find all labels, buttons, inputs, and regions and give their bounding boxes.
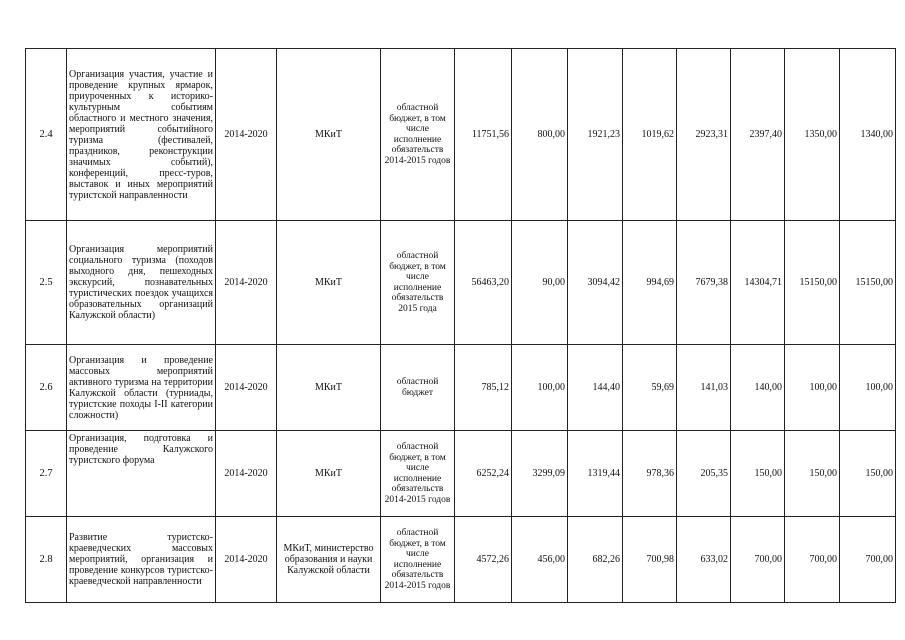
value-total: 785,12 bbox=[455, 345, 512, 431]
executor: МКиТ, министерство образования и науки Калужской области bbox=[277, 517, 381, 603]
row-number: 2.7 bbox=[26, 431, 67, 517]
budget-table bbox=[25, 48, 896, 603]
row-number: 2.5 bbox=[26, 221, 67, 345]
value-2019: 100,00 bbox=[785, 345, 840, 431]
activity-name: Организация, подготовка и проведение Калужского туристского форума bbox=[67, 431, 216, 517]
value-2020: 1340,00 bbox=[840, 49, 896, 221]
value-2020: 150,00 bbox=[840, 431, 896, 517]
table-row bbox=[26, 517, 896, 603]
funding-source: областной бюджет, в том числе исполнение обязательств 2014-2015 годов bbox=[381, 431, 455, 517]
value-2014: 90,00 bbox=[512, 221, 568, 345]
period: 2014-2020 bbox=[216, 221, 277, 345]
activity-name: Организация участия, участие и проведение крупных ярмарок, приуроченных к историко-культурным событиям областного и местного значения, мероприятий событийного туризма (фестивалей, праздников, реконструкции значимых событий), конференций, пресс-туров, выставок и иных мероприятий туристской направленности bbox=[67, 49, 216, 221]
period: 2014-2020 bbox=[216, 517, 277, 603]
value-total: 11751,56 bbox=[455, 49, 512, 221]
value-2015: 144,40 bbox=[568, 345, 623, 431]
value-2015: 682,26 bbox=[568, 517, 623, 603]
value-total: 56463,20 bbox=[455, 221, 512, 345]
executor: МКиТ bbox=[277, 221, 381, 345]
value-2017: 205,35 bbox=[677, 431, 731, 517]
value-2017: 633,02 bbox=[677, 517, 731, 603]
value-2019: 150,00 bbox=[785, 431, 840, 517]
value-2015: 1921,23 bbox=[568, 49, 623, 221]
executor: МКиТ bbox=[277, 345, 381, 431]
value-2016: 700,98 bbox=[623, 517, 677, 603]
value-2020: 100,00 bbox=[840, 345, 896, 431]
funding-source: областной бюджет, в том числе исполнение обязательств 2014-2015 годов bbox=[381, 49, 455, 221]
activity-name: Организация и проведение массовых мероприятий активного туризма на территории Калужской области (турниады, туристские походы I-II категории сложности) bbox=[67, 345, 216, 431]
value-2015: 3094,42 bbox=[568, 221, 623, 345]
value-2020: 700,00 bbox=[840, 517, 896, 603]
value-2016: 1019,62 bbox=[623, 49, 677, 221]
table-row bbox=[26, 221, 896, 345]
row-number: 2.4 bbox=[26, 49, 67, 221]
value-2016: 994,69 bbox=[623, 221, 677, 345]
value-2016: 978,36 bbox=[623, 431, 677, 517]
value-2014: 800,00 bbox=[512, 49, 568, 221]
value-2019: 700,00 bbox=[785, 517, 840, 603]
value-2019: 1350,00 bbox=[785, 49, 840, 221]
value-2016: 59,69 bbox=[623, 345, 677, 431]
value-2017: 141,03 bbox=[677, 345, 731, 431]
table-row bbox=[26, 431, 896, 517]
value-2018: 140,00 bbox=[731, 345, 785, 431]
value-2017: 2923,31 bbox=[677, 49, 731, 221]
value-2018: 2397,40 bbox=[731, 49, 785, 221]
value-total: 4572,26 bbox=[455, 517, 512, 603]
activity-name: Развитие туристско-краеведческих массовых мероприятий, организация и проведение конкурсов туристско-краеведческой направленности bbox=[67, 517, 216, 603]
value-2020: 15150,00 bbox=[840, 221, 896, 345]
activity-name: Организация мероприятий социального туризма (походов выходного дня, пешеходных экскурсий, познавательных туристических поездок учащихся образовательных организаций Калужской области) bbox=[67, 221, 216, 345]
period: 2014-2020 bbox=[216, 431, 277, 517]
value-2018: 700,00 bbox=[731, 517, 785, 603]
value-2014: 3299,09 bbox=[512, 431, 568, 517]
value-2014: 456,00 bbox=[512, 517, 568, 603]
value-2015: 1319,44 bbox=[568, 431, 623, 517]
funding-source: областной бюджет, в том числе исполнение обязательств 2014-2015 годов bbox=[381, 517, 455, 603]
value-2018: 150,00 bbox=[731, 431, 785, 517]
executor: МКиТ bbox=[277, 431, 381, 517]
value-2018: 14304,71 bbox=[731, 221, 785, 345]
executor: МКиТ bbox=[277, 49, 381, 221]
value-2014: 100,00 bbox=[512, 345, 568, 431]
value-2017: 7679,38 bbox=[677, 221, 731, 345]
funding-source: областной бюджет, в том числе исполнение обязательств 2015 года bbox=[381, 221, 455, 345]
period: 2014-2020 bbox=[216, 49, 277, 221]
row-number: 2.8 bbox=[26, 517, 67, 603]
table-row bbox=[26, 49, 896, 221]
table-row bbox=[26, 345, 896, 431]
funding-source: областной бюджет bbox=[381, 345, 455, 431]
value-2019: 15150,00 bbox=[785, 221, 840, 345]
row-number: 2.6 bbox=[26, 345, 67, 431]
period: 2014-2020 bbox=[216, 345, 277, 431]
value-total: 6252,24 bbox=[455, 431, 512, 517]
